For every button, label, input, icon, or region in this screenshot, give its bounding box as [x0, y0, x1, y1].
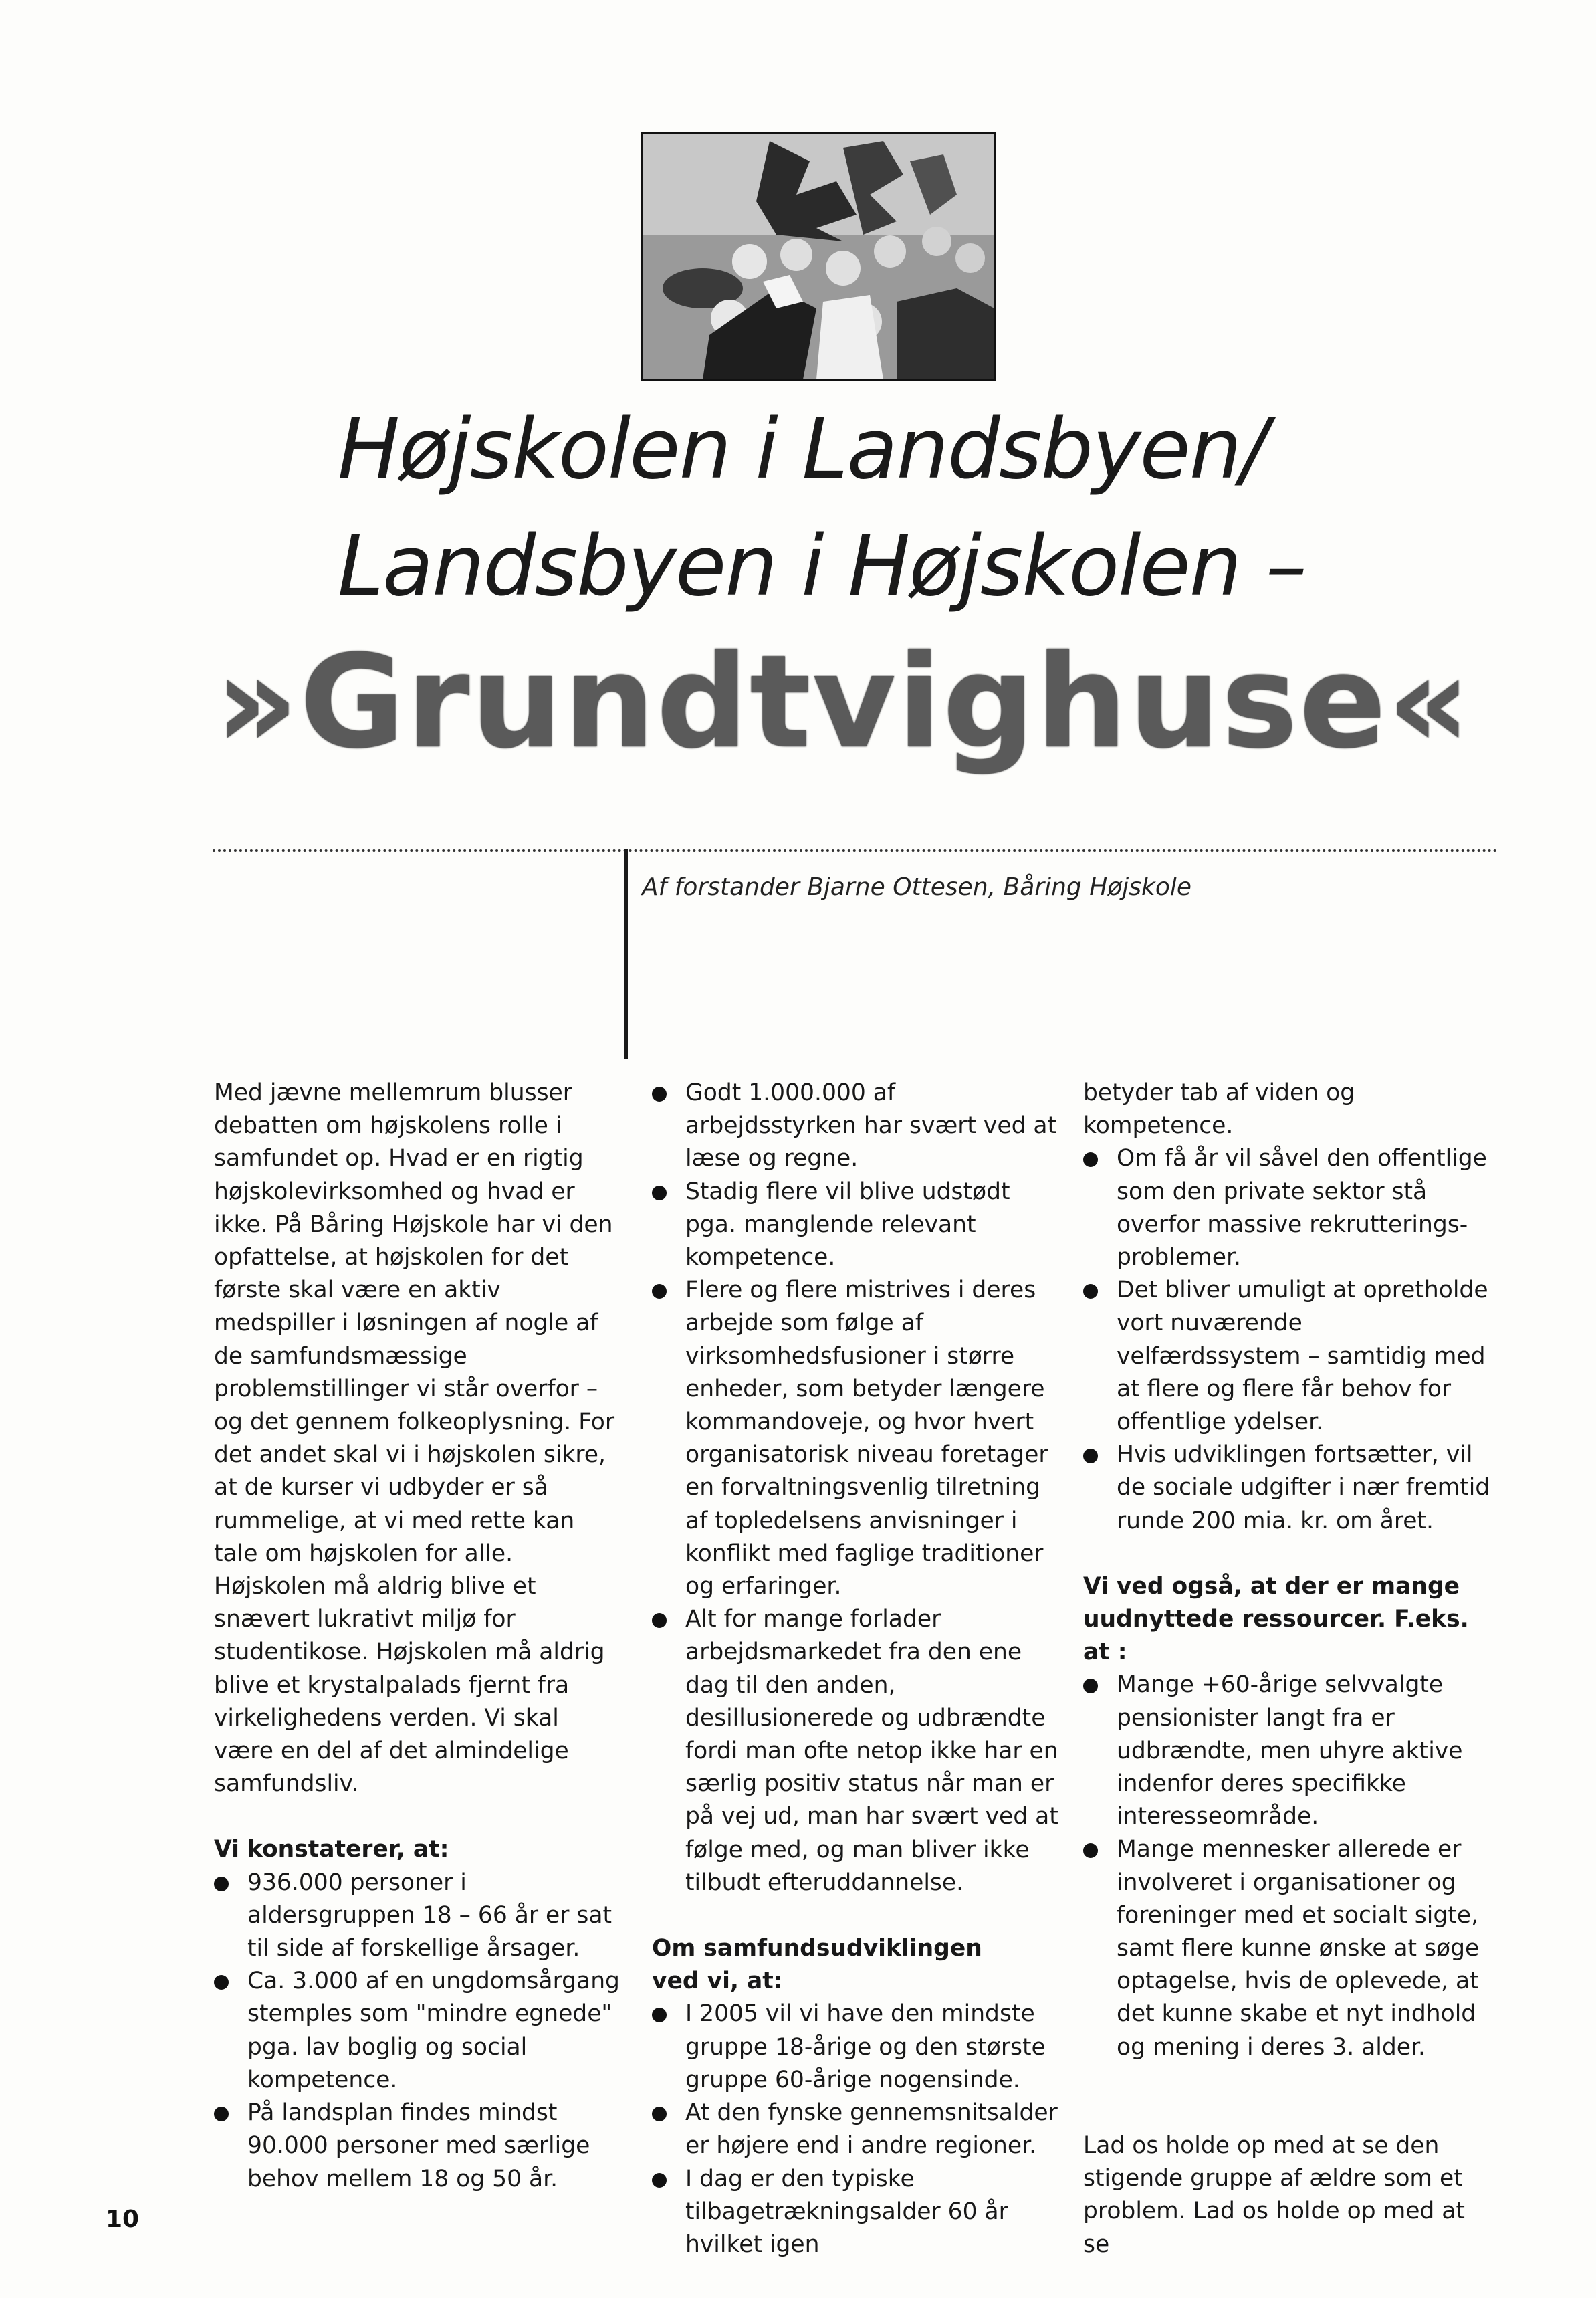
list-item: I dag er den typiske tilbagetrækningsalder 60 år hvilket igen	[652, 2163, 1060, 2262]
list-item: Flere og flere mistrives i deres arbejde som følge af virksomhedsfusioner i større enheder, som betyder længere kommandoveje, og hvor hvert organisatorisk niveau foretager en forvaltningsvenlig tilretning af topledelsens anvisninger i konflikt med faglige traditioner og erfaringer.	[652, 1274, 1060, 1603]
section-heading	[652, 1932, 1060, 1998]
list-item: Det bliver umuligt at opretholde vort nuværende velfærdssystem – samtidig med at flere og flere får behov for offentlige ydelser.	[1083, 1274, 1491, 1439]
heading-line: Om samfundsudviklingen	[652, 1935, 982, 1962]
list-item: Alt for mange forlader arbejdsmarkedet fra den ene dag til den anden, desillusionerede og udbrændte fordi man ofte netop ikke har en særlig positiv status når man er på vej ud, man har svært ved at følge med, og man bliver ikke tilbudt efteruddannelse.	[652, 1603, 1060, 1899]
page-number: 10	[106, 2206, 140, 2233]
list-item: På landsplan findes mindst 90.000 personer med særlige behov mellem 18 og 50 år.	[214, 2097, 622, 2196]
byline: Af forstander Bjarne Ottesen, Båring Højskole	[642, 873, 1192, 901]
list-item: Om få år vil såvel den offentlige som den private sektor stå overfor massive rekrutterings-problemer.	[1083, 1142, 1491, 1274]
bullet-list	[1083, 1142, 1491, 1537]
list-item: Mange mennesker allerede er involveret i organisationer og foreninger med et socialt sigte, samt flere kunne ønske at søge optagelse, hvis de oplevede, at det kunne skabe et nyt indhold og mening i deres 3. alder.	[1083, 1833, 1491, 2063]
column-3	[1083, 1077, 1491, 2261]
bullet-list	[652, 1077, 1060, 1899]
list-item: 936.000 personer i aldersgruppen 18 – 66 år er sat til side af forskellige årsager.	[214, 1867, 622, 1966]
dotted-rule	[213, 849, 1498, 852]
list-item: I 2005 vil vi have den mindste gruppe 18-årige og den største gruppe 60-årige nogensinde.	[652, 1998, 1060, 2097]
section-heading	[1083, 1570, 1491, 1669]
list-item: Stadig flere vil blive udstødt pga. manglende relevant kompetence.	[652, 1176, 1060, 1275]
list-item: Mange +60-årige selvvalgte pensionister langt fra er udbrændte, men uhyre aktive indenfor deres specifikke interesseområde.	[1083, 1669, 1491, 1833]
title-line-2: Landsbyen i Højskolen –	[338, 518, 1306, 615]
column-2	[652, 1077, 1060, 2261]
section-heading: Vi konstaterer, at:	[214, 1836, 449, 1863]
heading-line: ved vi, at:	[652, 1968, 783, 1995]
list-item: Godt 1.000.000 af arbejdsstyrken har svært ved at læse og regne.	[652, 1077, 1060, 1176]
bullet-list	[214, 1867, 622, 2196]
headline: »Grundtvighuse«	[215, 628, 1472, 777]
photo-illustration	[643, 134, 994, 379]
heading-line: Vi ved også, at der er mange	[1083, 1572, 1460, 1600]
bullet-list	[1083, 1669, 1491, 2063]
list-item: Hvis udviklingen fortsætter, vil de sociale udgifter i nær fremtid runde 200 mia. kr. om året.	[1083, 1439, 1491, 1538]
vertical-rule	[624, 849, 628, 1059]
continued-text: betyder tab af viden og kompetence.	[1083, 1079, 1355, 1140]
list-item: Ca. 3.000 af en ungdomsårgang stemples som "mindre egnede" pga. lav boglig og social kompetence.	[214, 1965, 622, 2097]
closing-paragraph: Lad os holde op med at se den stigende gruppe af ældre som et problem. Lad os holde op med at se	[1083, 2131, 1465, 2258]
intro-paragraph: Med jævne mellemrum blusser debatten om højskolens rolle i samfundet op. Hvad er en rigtig højskolevirksomhed og hvad er ikke. På Båring Højskole har vi den opfattelse, at højskolen for det første skal være en aktiv medspiller i løsningen af nogle af de samfundsmæssige problemstillinger vi står overfor – og det gennem folkeoplysning. For det andet skal vi i højskolen sikre, at de kurser vi udbyder er så rummelige, at vi med rette kan tale om højskolen for alle. Højskolen må aldrig blive et snævert lukrativt miljø for studentikose. Højskolen må aldrig blive et krystalpalads fjernt fra virkelighedens verden. Vi skal være en del af det almindelige samfundsliv.	[214, 1079, 615, 1798]
article-photo	[641, 132, 996, 381]
bullet-list	[652, 1998, 1060, 2261]
column-1	[214, 1077, 622, 2196]
heading-line: uudnyttede ressourcer. F.eks. at :	[1083, 1606, 1469, 1666]
title-line-1: Højskolen i Landsbyen/	[338, 401, 1268, 498]
list-item: At den fynske gennemsnitsalder er højere end i andre regioner.	[652, 2097, 1060, 2162]
